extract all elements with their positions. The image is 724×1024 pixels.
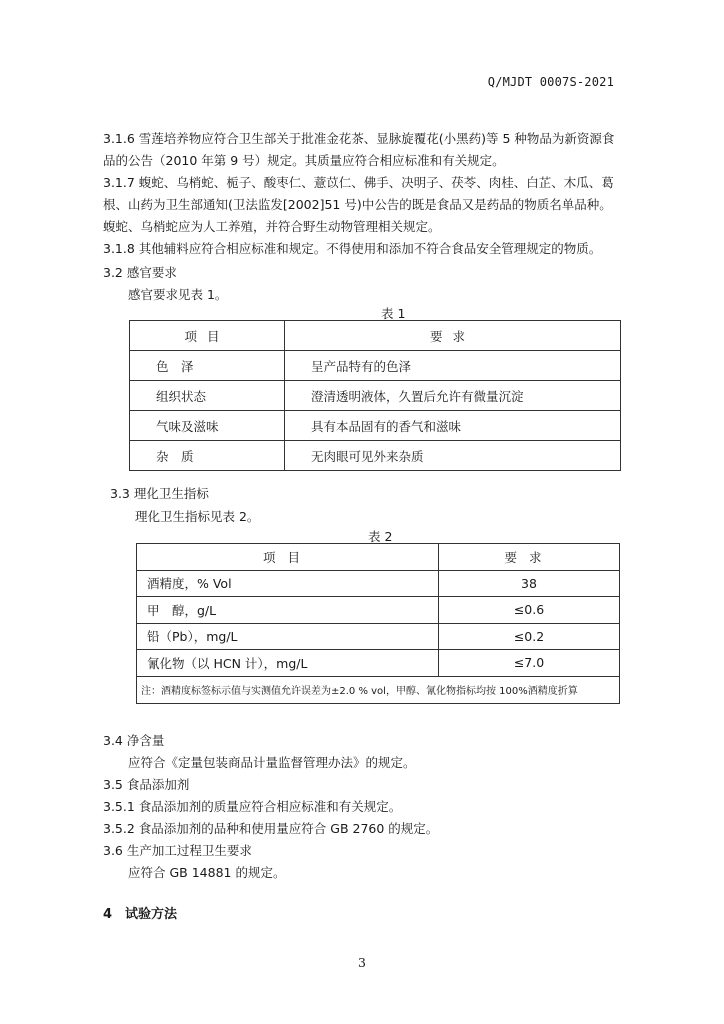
table1-header-requirement: 要求 [285,321,621,351]
section-3-3-text: 理化卫生指标见表 2。 [135,509,260,524]
document-code: Q/MJDT 0007S-2021 [487,75,614,89]
table2-cell-value: ≤7.0 [439,650,620,677]
table2-header-item: 项目 [137,544,439,571]
table-row [137,650,620,677]
table-1 [129,320,621,471]
section-3-6-text: 应符合 GB 14881 的规定。 [128,865,286,880]
table-row [137,570,620,597]
page-number: 3 [358,955,366,970]
section-3-3-title: 3.3 理化卫生指标 [110,486,209,501]
table1-cell-item: 色 泽 [130,351,285,381]
table2-note-row [137,676,620,703]
paragraph-3-1-7: 3.1.7 蝮蛇、乌梢蛇、栀子、酸枣仁、薏苡仁、佛手、决明子、茯苓、肉桂、白芷、木瓜、葛根、山药为卫生部通知(卫法监发[2002]51 号)中公告的既是食品又是药品的物质名单品种。蝮蛇、乌梢蛇应为人工养殖，并符合野生动物管理相关规定。 [103,175,614,234]
section-3-2-text: 感官要求见表 1。 [128,287,228,302]
paragraph-3-1-6: 3.1.6 雪莲培养物应符合卫生部关于批准金花茶、显脉旋覆花(小黑药)等 5 种物品为新资源食品的公告（2010 年第 9 号）规定。其质量应符合相应标准和有关规定。 [103,131,615,168]
table-2 [136,543,620,704]
table1-cell-requirement: 具有本品固有的香气和滋味 [285,411,621,441]
table2-cell-item: 氰化物（以 HCN 计），mg/L [137,650,439,677]
table-row [130,411,621,441]
table2-header-row [137,544,620,571]
paragraph-3-1-8: 3.1.8 其他辅料应符合相应标准和规定。不得使用和添加不符合食品安全管理规定的物质。 [103,241,602,256]
table1-cell-requirement: 澄清透明液体，久置后允许有微量沉淀 [285,381,621,411]
table2-cell-value: ≤0.2 [439,623,620,650]
table1-cell-item: 气味及滋味 [130,411,285,441]
table-row [137,597,620,624]
section-3-4-text: 应符合《定量包装商品计量监督管理办法》的规定。 [128,755,416,770]
table-row [137,623,620,650]
table2-cell-item: 铅（Pb），mg/L [137,623,439,650]
section-3-2-title: 3.2 感官要求 [103,265,177,280]
section-3-6-title: 3.6 生产加工过程卫生要求 [103,843,252,858]
table2-cell-item: 甲 醇，g/L [137,597,439,624]
table-row [130,441,621,471]
table-row [130,351,621,381]
section-4-title: 4 试验方法 [103,907,178,922]
table1-header-item: 项目 [130,321,285,351]
table2-caption: 表 2 [368,529,393,544]
paragraph-3-5-2: 3.5.2 食品添加剂的品种和使用量应符合 GB 2760 的规定。 [103,821,439,836]
table-row [130,381,621,411]
section-3-5-title: 3.5 食品添加剂 [103,777,190,792]
table1-cell-requirement: 呈产品特有的色泽 [285,351,621,381]
table1-cell-item: 杂 质 [130,441,285,471]
table2-cell-value: ≤0.6 [439,597,620,624]
table2-header-requirement: 要求 [439,544,620,571]
section-3-4-title: 3.4 净含量 [103,733,165,748]
table2-note: 注：酒精度标签标示值与实测值允许误差为±2.0 % vol，甲醇、氰化物指标均按 100%酒精度折算 [137,676,620,703]
table2-cell-item: 酒精度，% Vol [137,570,439,597]
table1-cell-requirement: 无肉眼可见外来杂质 [285,441,621,471]
table2-cell-value: 38 [439,570,620,597]
table1-caption: 表 1 [381,306,406,321]
table1-header-row [130,321,621,351]
paragraph-3-5-1: 3.5.1 食品添加剂的质量应符合相应标准和有关规定。 [103,799,402,814]
table1-cell-item: 组织状态 [130,381,285,411]
